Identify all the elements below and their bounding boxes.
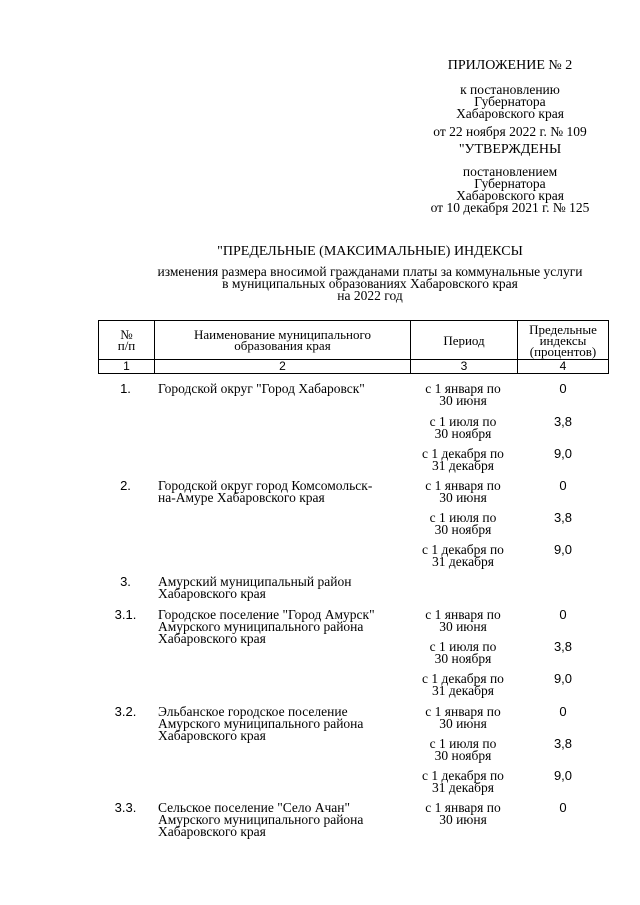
row-period: [408, 770, 518, 794]
period-line: с 1 января по: [425, 800, 501, 815]
row-index-value: 3,8: [553, 414, 573, 429]
header-name: [155, 321, 411, 360]
period-line: 30 июня: [439, 619, 487, 634]
document-subtitle: [0, 266, 640, 302]
period-line: 30 июня: [439, 393, 487, 408]
period-line: 30 ноября: [434, 522, 492, 537]
period-line: с 1 января по: [425, 704, 501, 719]
header-period-line: Период: [443, 332, 485, 348]
row-name: [158, 480, 418, 504]
period-line: с 1 декабря по: [422, 768, 504, 783]
row-name: [158, 383, 418, 395]
row-index-value: 9,0: [553, 446, 573, 461]
period-line: 30 ноября: [434, 748, 492, 763]
period-line: с 1 января по: [425, 607, 501, 622]
row-number: 1.: [120, 381, 131, 396]
period-line: с 1 января по: [425, 381, 501, 396]
row-number: 3.2.: [114, 704, 137, 719]
row-name-line: Хабаровского края: [158, 631, 266, 646]
table-header: [98, 320, 609, 374]
row-name-line: Хабаровского края: [158, 728, 266, 743]
row-period: [408, 802, 518, 826]
row-period: [408, 383, 518, 407]
row-name: [158, 802, 418, 838]
period-line: 30 июня: [439, 812, 487, 827]
row-name-line: Эльбанское городское поселение: [158, 704, 348, 719]
approved-label: "УТВЕРЖДЕНЫ: [458, 142, 562, 157]
row-index-value: 0: [559, 704, 567, 719]
row-period: [408, 512, 518, 536]
row-number: 3.: [120, 574, 131, 589]
column-number: 3: [411, 360, 518, 374]
period-line: с 1 декабря по: [422, 542, 504, 557]
row-name-line: Амурского муниципального района: [158, 619, 364, 634]
row-period: [408, 609, 518, 633]
row-name-line: Сельское поселение "Село Ачан": [158, 800, 351, 815]
row-name: [158, 576, 418, 600]
row-name-line: на-Амуре Хабаровского края: [158, 490, 325, 505]
header-name-line: Наименование муниципального: [193, 327, 372, 342]
period-line: с 1 июля по: [429, 736, 497, 751]
column-number: 1: [99, 360, 155, 374]
period-line: 30 ноября: [434, 651, 492, 666]
row-period: [408, 738, 518, 762]
appendix-label: ПРИЛОЖЕНИЕ № 2: [447, 58, 573, 73]
period-line: 31 декабря: [432, 458, 494, 473]
row-index-value: 0: [559, 607, 567, 622]
period-line: 31 декабря: [432, 554, 494, 569]
period-line: 30 июня: [439, 490, 487, 505]
row-index-value: 9,0: [553, 542, 573, 557]
column-number: 2: [155, 360, 411, 374]
header-index-line: Предельные: [529, 321, 597, 337]
period-line: с 1 июля по: [429, 414, 497, 429]
row-period: [408, 448, 518, 472]
row-period: [408, 706, 518, 730]
header-index-line: (процентов): [529, 343, 597, 359]
to-decree-line: Хабаровского края: [456, 106, 564, 121]
row-name: [158, 706, 418, 742]
row-name-line: Амурского муниципального района: [158, 716, 364, 731]
column-number: 4: [518, 360, 609, 374]
period-line: 31 декабря: [432, 780, 494, 795]
subtitle-line: изменения размера вносимой гражданами платы за коммунальные услуги: [157, 264, 583, 279]
row-number: 2.: [120, 478, 131, 493]
row-index-value: 0: [559, 478, 567, 493]
header-index: [518, 321, 609, 360]
decree-date-line: от 22 ноября 2022 г. № 109: [433, 124, 587, 139]
period-line: 31 декабря: [432, 683, 494, 698]
row-index-value: 0: [559, 381, 567, 396]
period-line: с 1 июля по: [429, 510, 497, 525]
row-index-value: 3,8: [553, 510, 573, 525]
row-index-value: 9,0: [553, 768, 573, 783]
row-name-line: Городское поселение "Город Амурск": [158, 607, 375, 622]
subtitle-line: в муниципальных образованиях Хабаровского края: [222, 276, 518, 291]
to-decree-line: к постановлению: [460, 82, 560, 97]
period-line: 30 июня: [439, 716, 487, 731]
period-line: с 1 января по: [425, 478, 501, 493]
approved-by-line: постановлением: [462, 164, 558, 179]
header-name-line: образования края: [234, 338, 331, 353]
approved-by-line: Губернатора: [474, 176, 546, 191]
row-period: [408, 544, 518, 568]
row-period: [408, 641, 518, 665]
document-title: "ПРЕДЕЛЬНЫЕ (МАКСИМАЛЬНЫЕ) ИНДЕКСЫ: [217, 244, 523, 259]
header-period: [411, 321, 518, 360]
row-name-line: Городской округ "Город Хабаровск": [158, 381, 365, 396]
row-number: 3.1.: [114, 607, 137, 622]
period-line: с 1 декабря по: [422, 446, 504, 461]
document-header: [395, 60, 625, 214]
header-num: [99, 321, 155, 360]
to-decree-line: Губернатора: [474, 94, 546, 109]
row-index-value: 9,0: [553, 671, 573, 686]
approved-by-line: от 10 декабря 2021 г. № 125: [430, 200, 590, 215]
row-index-value: 3,8: [553, 736, 573, 751]
row-index-value: 0: [559, 800, 567, 815]
period-line: с 1 июля по: [429, 639, 497, 654]
row-period: [408, 480, 518, 504]
row-name-line: Амурского муниципального района: [158, 812, 364, 827]
period-line: 30 ноября: [434, 426, 492, 441]
header-num-line: п/п: [117, 338, 136, 353]
row-name-line: Хабаровского края: [158, 824, 266, 839]
subtitle-line: на 2022 год: [337, 288, 403, 303]
row-period: [408, 673, 518, 697]
row-name-line: Городской округ город Комсомольск-: [158, 478, 373, 493]
row-number: 3.3.: [114, 800, 137, 815]
approved-by-line: Хабаровского края: [456, 188, 564, 203]
period-line: с 1 декабря по: [422, 671, 504, 686]
row-period: [408, 416, 518, 440]
header-index-line: индексы: [539, 332, 587, 348]
row-name: [158, 609, 418, 645]
row-index-value: 3,8: [553, 639, 573, 654]
row-name-line: Амурский муниципальный район: [158, 574, 352, 589]
header-num-line: №: [120, 327, 133, 342]
row-name-line: Хабаровского края: [158, 586, 266, 601]
